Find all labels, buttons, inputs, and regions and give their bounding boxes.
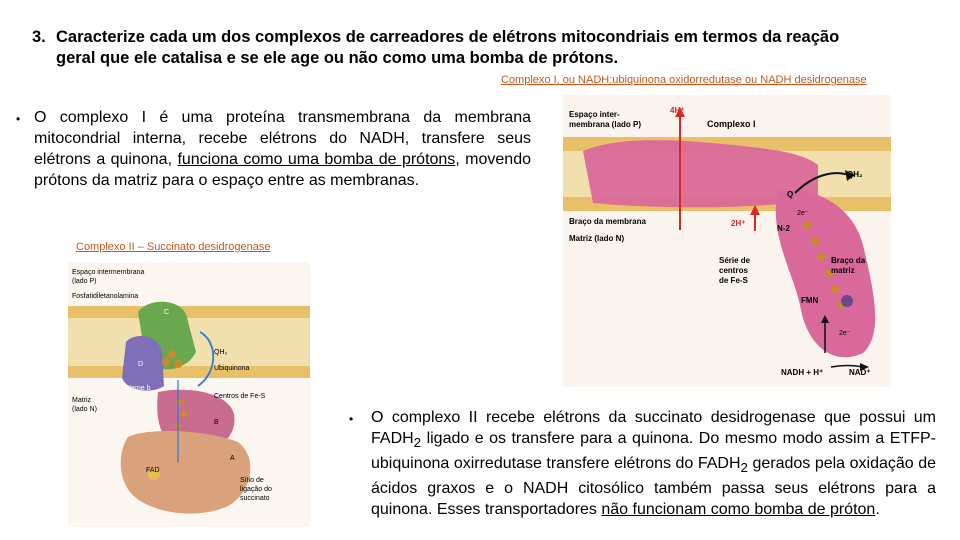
c2-label-fes: Centros de Fe-S: [214, 393, 266, 400]
c1-label-fes-2: centros: [719, 266, 748, 275]
complex2-caption: Complexo II – Succinato desidrogenase: [76, 241, 271, 253]
c2-label-c: C: [164, 309, 170, 316]
c2-label-site-1: Sítio de: [240, 477, 264, 484]
complex1-paragraph: [34, 107, 531, 191]
c2-label-matrix-1: Matriz: [72, 397, 92, 404]
complex2-text-3: gerados pela oxidação de ácidos graxos e o NADH citosólico também passa seus elétrons para a quinona. Esses transportadores: [371, 455, 936, 519]
c2-label-site-2: ligação do: [240, 486, 272, 493]
complex2-bullet: •: [349, 412, 354, 426]
complex2-sub-2: 2: [740, 460, 748, 476]
c1-label-ims-1: Espaço inter-: [569, 110, 620, 119]
c2-label-site-3: succinato: [240, 495, 270, 502]
complex1-caption: Complexo I, ou NADH:ubiquinona oxidorredutase ou NADH desidrogenase: [501, 74, 867, 86]
c2-label-pe: Fosfatidiletanolamina: [72, 293, 139, 300]
complex2-text-2: ligado e os transfere para a quinona. Do mesmo modo assim a ETFP- ubiquinona oxirredutase transfere elétrons do FADH: [371, 430, 936, 473]
c1-label-nadh: NADH + H⁺: [781, 368, 824, 377]
complex1-bullet: •: [16, 112, 21, 126]
c1-label-matrix: Matriz (lado N): [569, 234, 625, 243]
c2-label-d: D: [138, 361, 144, 368]
c1-label-arm-matrix-1: Braço da: [831, 256, 866, 265]
c1-label-2e-top: 2e⁻: [797, 210, 809, 217]
c2-label-b: B: [214, 419, 219, 426]
complex2-sub-1: 2: [413, 435, 422, 451]
c1-label-complex: Complexo I: [707, 119, 756, 129]
complex2-text-1: O complexo II recebe elétrons da succinato desidrogenase que possui um FADH: [371, 409, 936, 447]
question-line-2: geral que ele catalisa e se ele age ou não como uma bomba de prótons.: [56, 49, 619, 67]
complex2-paragraph: [371, 407, 936, 520]
complex2-text-end: .: [875, 501, 880, 519]
c2-label-matrix-2: (lado N): [72, 406, 97, 413]
c2-label-qh2: QH₂: [214, 349, 228, 356]
c2-label-a: A: [230, 455, 235, 462]
c1-label-2h: 2H⁺: [731, 219, 746, 228]
c1-label-fes-3: de Fe-S: [719, 276, 748, 285]
c2-label-ims-2: (lado P): [72, 278, 97, 285]
c1-label-arm-membrane: Braço da membrana: [569, 217, 646, 226]
question-number: 3.: [32, 28, 46, 46]
c1-label-fmn: FMN: [801, 296, 819, 305]
c1-label-arm-matrix-2: matriz: [831, 266, 855, 275]
c2-label-fad: FAD: [146, 467, 160, 474]
c1-label-q: Q: [787, 190, 794, 199]
c2-label-ubiq: Ubiquinona: [214, 365, 250, 372]
complex2-text-underlined: não funcionam como bomba de próton: [601, 501, 876, 519]
c1-label-qh2: QH₂: [847, 170, 863, 179]
c1-label-nad: NAD⁺: [849, 368, 871, 377]
c1-label-ims-2: membrana (lado P): [569, 120, 642, 129]
c1-label-2e-bottom: 2e⁻: [839, 330, 851, 337]
c2-label-ims-1: Espaço intermembrana: [72, 269, 145, 276]
c1-label-n2: N-2: [777, 224, 790, 233]
question-title: [32, 27, 932, 69]
question-line-1: Caracterize cada um dos complexos de carreadores de elétrons mitocondriais em termos da reação: [56, 28, 840, 46]
c1-label-fes-1: Série de: [719, 256, 751, 265]
c1-label-4h: 4H⁺: [670, 106, 685, 115]
complex2-figure: [68, 262, 310, 527]
complex1-text-underlined: funciona como uma bomba de prótons: [177, 151, 456, 168]
c2-label-heme: Heme b: [126, 385, 151, 392]
complex1-text-before: O complexo I é uma proteína transmembrana da membrana mitocondrial interna, recebe elétrons do NADH, transfere seus elétrons a quinona,: [34, 109, 531, 168]
complex1-figure: [563, 95, 891, 387]
complex1-text-after: , movendo prótons da matriz para o espaço entre as membranas.: [34, 151, 531, 189]
